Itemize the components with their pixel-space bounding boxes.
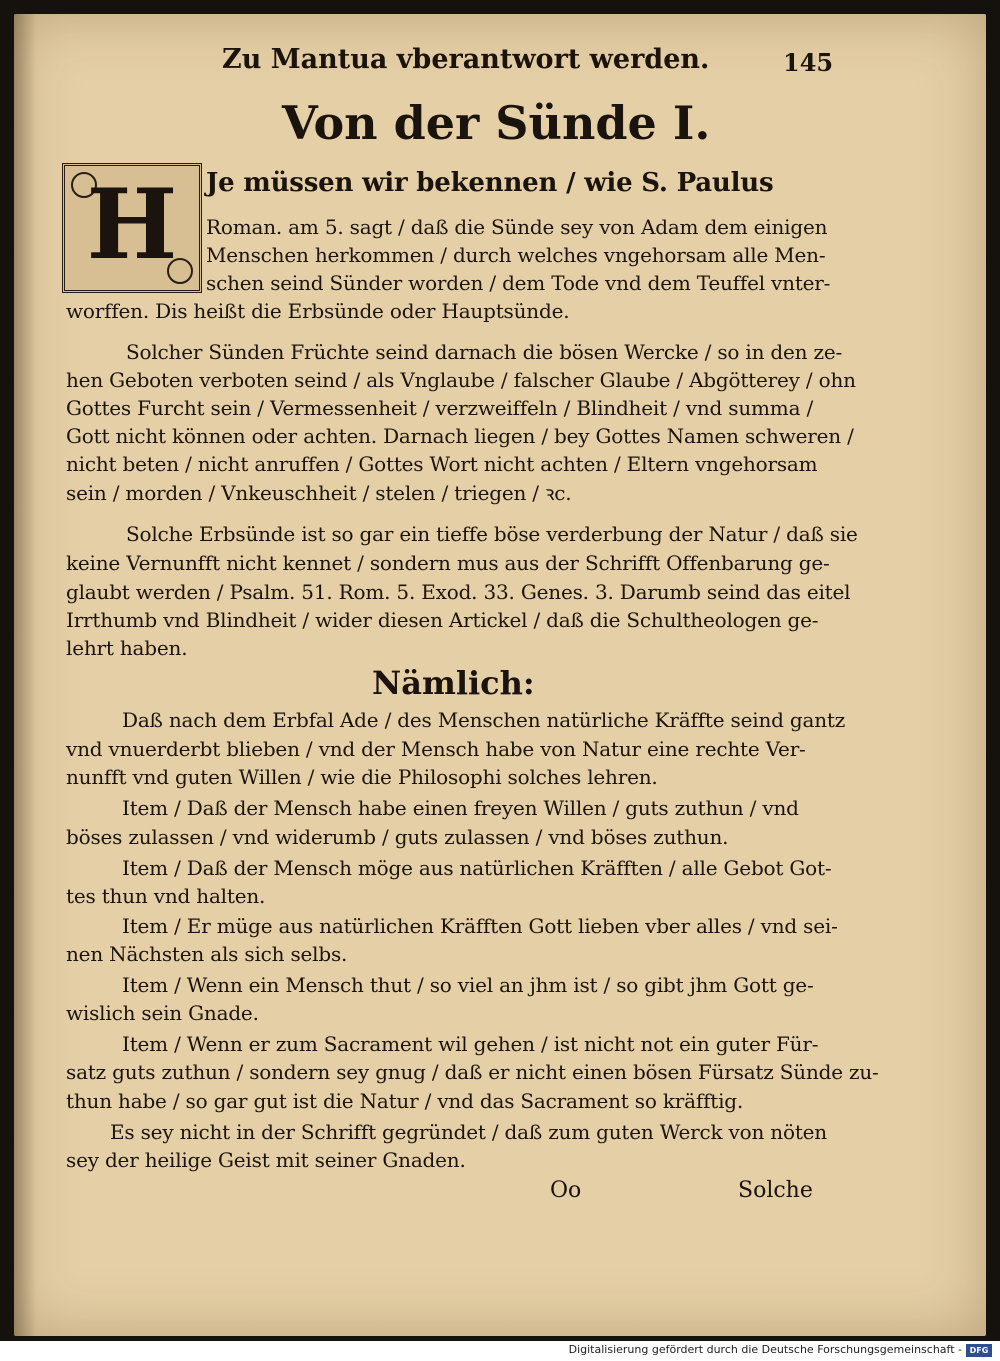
text-line: glaubt werden / Psalm. 51. Rom. 5. Exod. 33. Genes. 3. Darumb seind das eitel bbox=[66, 580, 851, 604]
text-line: hen Geboten verboten seind / als Vnglaube / falscher Glaube / Abgötterey / ohn bbox=[66, 368, 856, 392]
initial-letter: H bbox=[86, 168, 178, 281]
text-line: Roman. am 5. sagt / daß die Sünde sey von Adam dem einigen bbox=[206, 215, 828, 239]
running-head: Zu Mantua vberantwort werden. bbox=[222, 44, 710, 75]
text-line: sey der heilige Geist mit seiner Gnaden. bbox=[66, 1148, 466, 1172]
text-line: böses zulassen / vnd widerumb / guts zulassen / vnd böses zuthun. bbox=[66, 825, 729, 849]
text-line: nen Nächsten als sich selbs. bbox=[66, 942, 348, 966]
text-line: tes thun vnd halten. bbox=[66, 884, 266, 908]
text-line: Irrthumb vnd Blindheit / wider diesen Artickel / daß die Schultheologen ge- bbox=[66, 608, 819, 632]
text-line: Gottes Furcht sein / Vermessenheit / verzweiffeln / Blindheit / vnd summa / bbox=[66, 396, 813, 420]
text-line: satz guts zuthun / sondern sey gnug / daß er nicht einen bösen Fürsatz Sünde zu- bbox=[66, 1060, 879, 1084]
text-line: Item / Wenn er zum Sacrament wil gehen / ist nicht not ein guter Für- bbox=[122, 1032, 819, 1056]
dfg-logo-icon: DFG bbox=[966, 1344, 992, 1357]
text-line: lehrt haben. bbox=[66, 636, 188, 660]
page-number: 145 bbox=[783, 48, 834, 77]
text-line: Solche Erbsünde ist so gar ein tieffe böse verderbung der Natur / daß sie bbox=[126, 522, 858, 546]
catchword: Solche bbox=[738, 1178, 813, 1203]
text-line: Item / Daß der Mensch habe einen freyen Willen / guts zuthun / vnd bbox=[122, 796, 799, 820]
subsection-title: Nämlich: bbox=[372, 664, 535, 702]
text-line: Solcher Sünden Früchte seind darnach die bösen Wercke / so in den ze- bbox=[126, 340, 843, 364]
text-line: Menschen herkommen / durch welches vngehorsam alle Men- bbox=[206, 243, 826, 267]
text-line: wislich sein Gnade. bbox=[66, 1001, 259, 1025]
decorated-initial bbox=[62, 163, 202, 293]
text-line: Item / Er müge aus natürlichen Kräfften Gott lieben vber alles / vnd sei- bbox=[122, 914, 838, 938]
funding-note: Digitalisierung gefördert durch die Deutsche Forschungsgemeinschaft - bbox=[568, 1343, 962, 1356]
text-line: worffen. Dis heißt die Erbsünde oder Hauptsünde. bbox=[66, 299, 570, 323]
text-line: Je müssen wir bekennen / wie S. Paulus bbox=[206, 168, 774, 198]
text-line: schen seind Sünder worden / dem Tode vnd dem Teuffel vnter- bbox=[206, 271, 831, 295]
text-line: keine Vernunfft nicht kennet / sondern mus aus der Schrifft Offenbarung ge- bbox=[66, 551, 830, 575]
binding-gutter bbox=[14, 14, 36, 1336]
section-title: Von der Sünde I. bbox=[282, 96, 711, 150]
footer-bar bbox=[0, 1341, 1000, 1361]
text-line: nicht beten / nicht anruffen / Gottes Wort nicht achten / Eltern vngehorsam bbox=[66, 452, 818, 476]
text-line: Daß nach dem Erbfal Ade / des Menschen natürliche Kräffte seind gantz bbox=[122, 708, 846, 732]
text-line: thun habe / so gar gut ist die Natur / vnd das Sacrament so kräfftig. bbox=[66, 1089, 744, 1113]
text-line: nunfft vnd guten Willen / wie die Philosophi solches lehren. bbox=[66, 765, 658, 789]
text-line: Es sey nicht in der Schrifft gegründet / daß zum guten Werck von nöten bbox=[110, 1120, 827, 1144]
text-line: sein / morden / Vnkeuschheit / stelen / triegen / ꝛc. bbox=[66, 481, 572, 505]
text-line: Gott nicht können oder achten. Darnach liegen / bey Gottes Namen schweren / bbox=[66, 424, 854, 448]
signature-mark: Oo bbox=[550, 1178, 582, 1203]
text-line: Item / Daß der Mensch möge aus natürlichen Kräfften / alle Gebot Got- bbox=[122, 856, 832, 880]
text-line: vnd vnuerderbt blieben / vnd der Mensch habe von Natur eine rechte Ver- bbox=[66, 737, 806, 761]
text-line: Item / Wenn ein Mensch thut / so viel an jhm ist / so gibt jhm Gott ge- bbox=[122, 973, 814, 997]
